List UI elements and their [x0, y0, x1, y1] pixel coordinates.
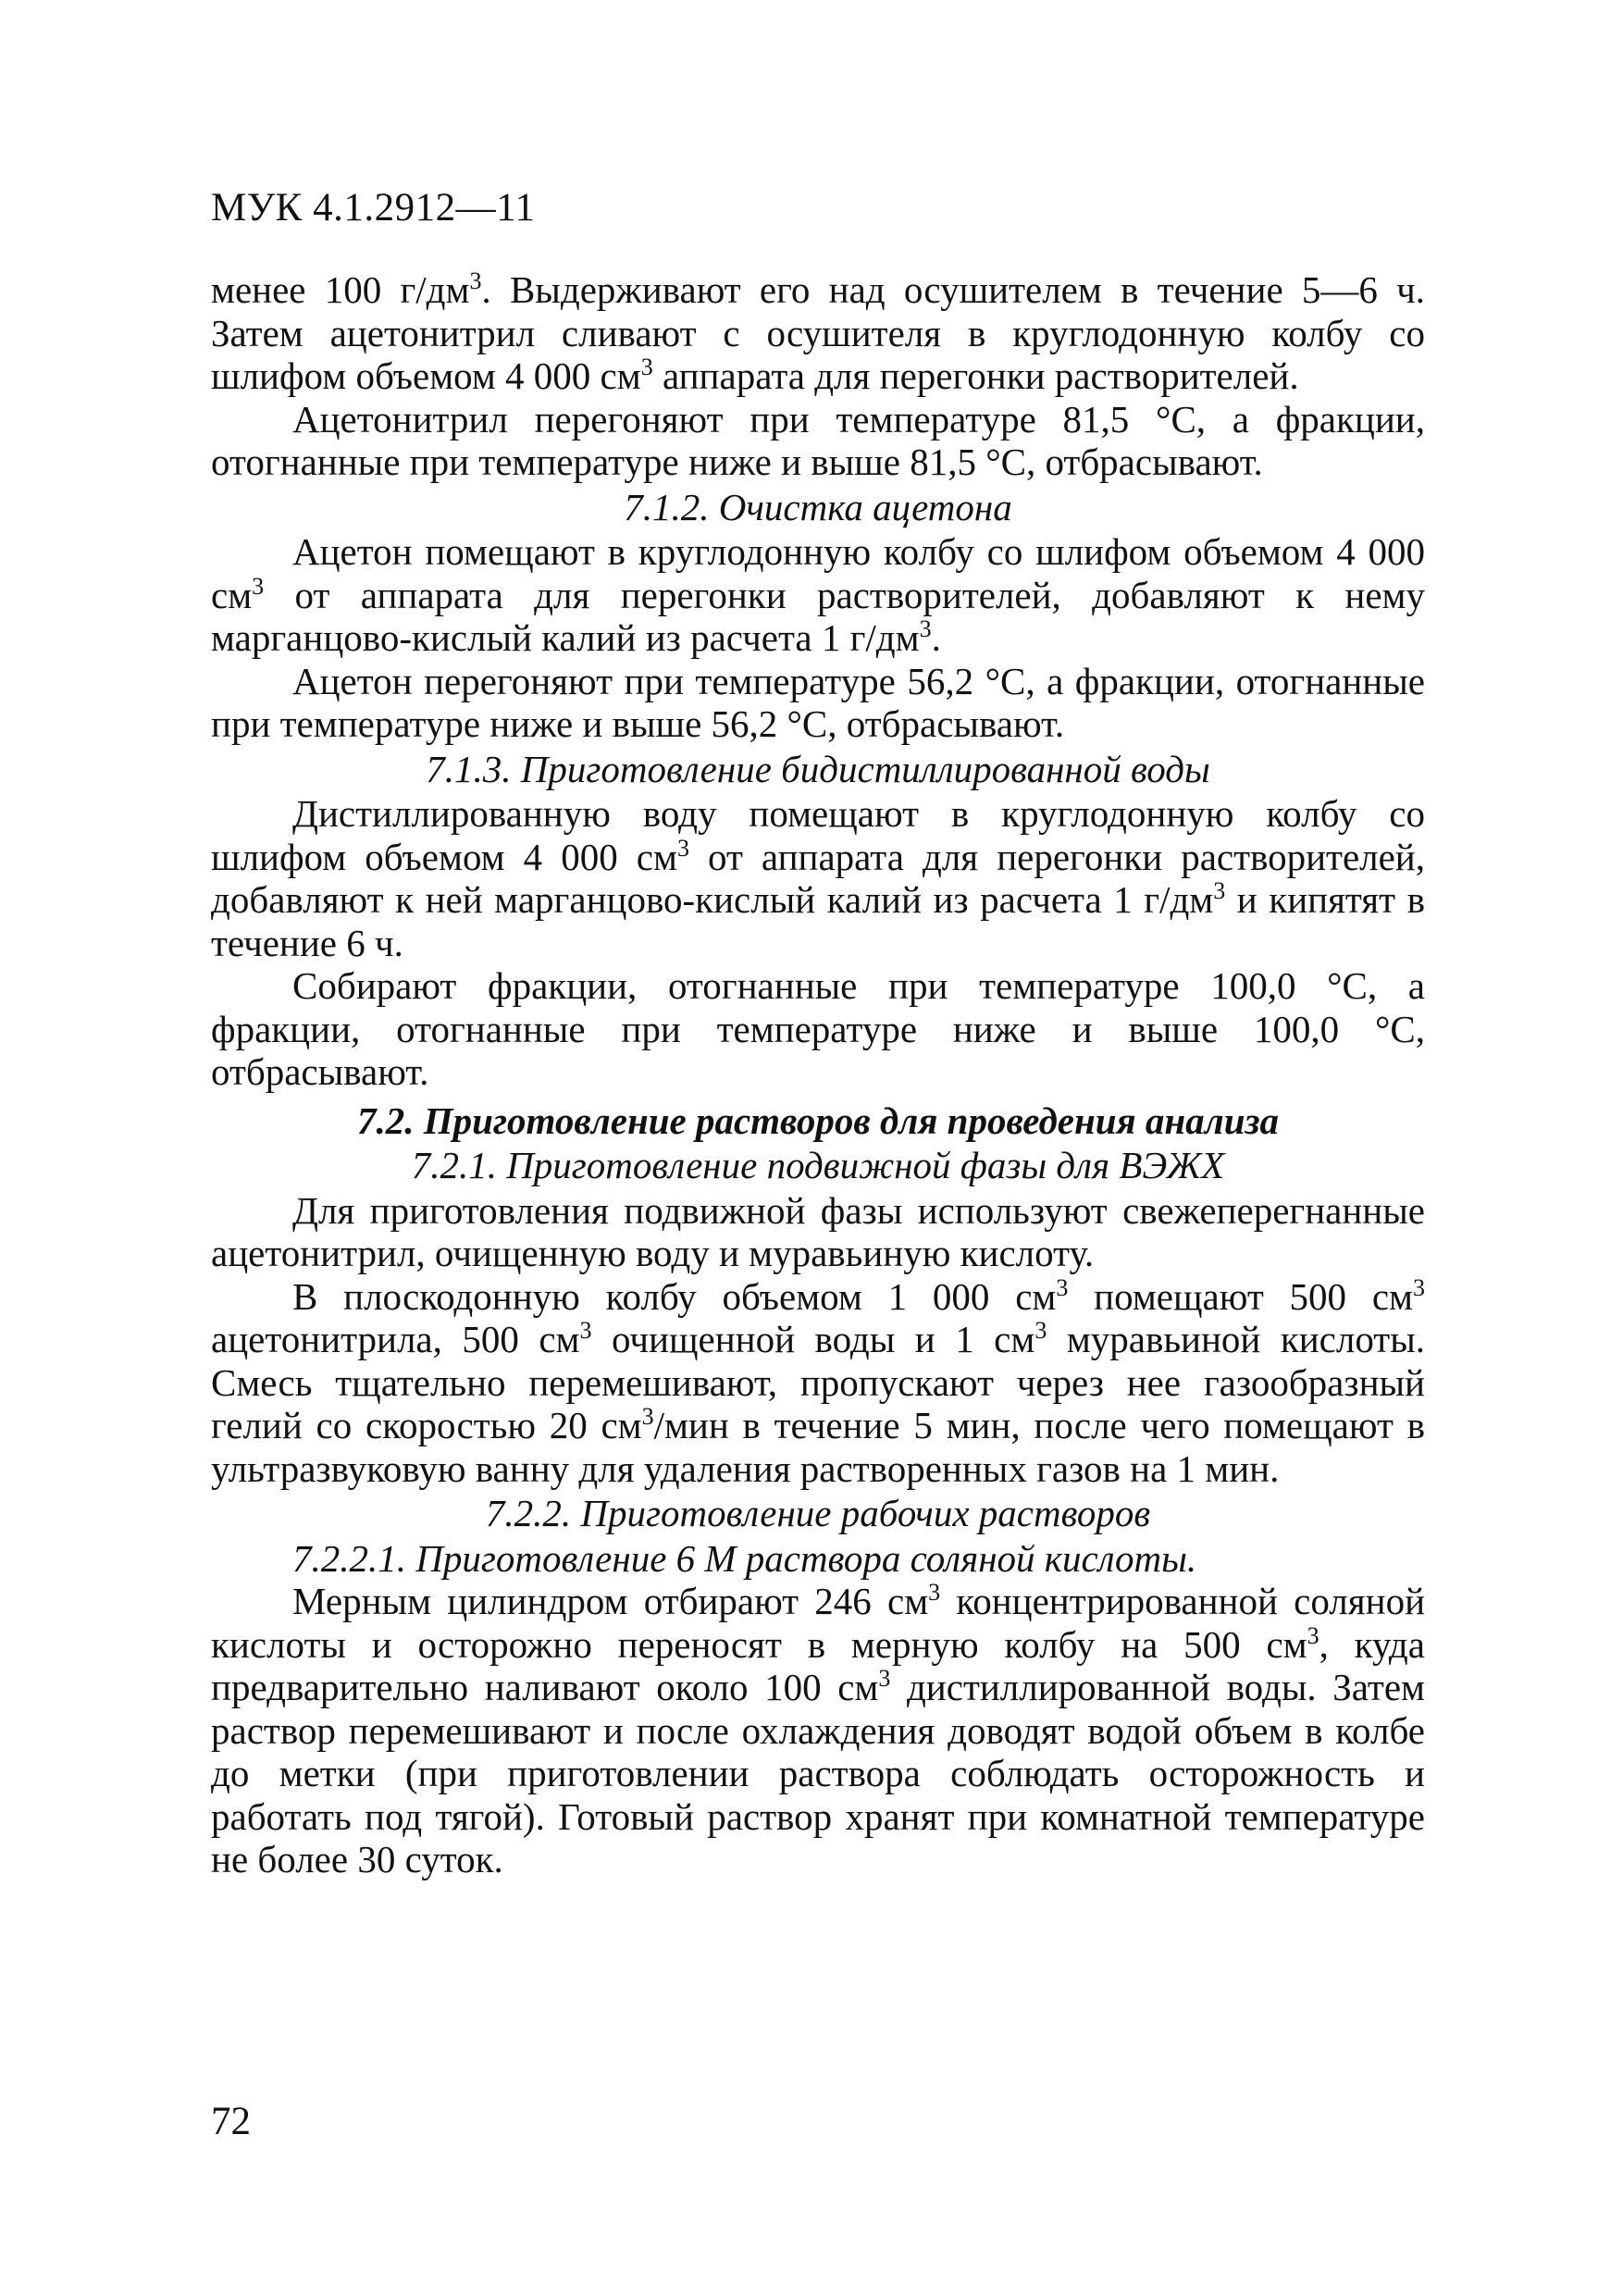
text-run: .	[931, 616, 941, 659]
paragraph	[211, 1275, 1425, 1491]
paragraph	[211, 1580, 1425, 1881]
text-run: /мин в течение 5 мин, после чего помещают в ультразвуковую ванну для удаления растворенных газов на 1 мин.	[211, 1404, 1425, 1490]
superscript: 3	[676, 834, 689, 862]
superscript: 3	[1035, 1317, 1047, 1344]
text-run: и кипятят в течение 6 ч.	[211, 878, 1425, 964]
section-heading-bold: 7.2. Приготовление растворов для проведения анализа	[356, 1098, 1280, 1142]
text-run: менее 100 г/дм	[211, 268, 470, 311]
text-run: от аппарата для перегонки растворителей, добавляют к ней марганцово-кислый калий из расчета 1 г/дм	[211, 835, 1426, 921]
paragraph: Собирают фракции, отогнанные при температуре 100,0 °С, а фракции, отогнанные при температуре ниже и выше 100,0 °С, отбрасывают.	[211, 964, 1425, 1093]
text-run: помещают 500 см	[1068, 1274, 1413, 1318]
section-heading: 7.1.2. Очистка ацетона	[624, 485, 1012, 528]
paragraph	[211, 792, 1425, 964]
text-run: Дистиллированную воду помещают в круглодонную колбу со шлифом объемом 4 000 см	[211, 792, 1425, 878]
text-run: Мерным цилиндром отбирают 246 см	[292, 1580, 929, 1622]
superscript: 3	[878, 1665, 891, 1692]
text-run: дистиллированной воды. Затем раствор перемешивают и после охлаждения доводят водой объем в колбе до метки (при приготовлении раствора соблюдать осторожность и работать под тягой). Готовый раствор хранят при комнатной температуре не более 30 суток.	[211, 1666, 1425, 1880]
superscript: 3	[579, 1317, 592, 1344]
superscript: 3	[1307, 1621, 1319, 1649]
subsection-heading: 7.2.2.1. Приготовление 6 М раствора соляной кислоты.	[292, 1536, 1197, 1580]
page-body	[211, 268, 1425, 1881]
paragraph	[211, 268, 1425, 398]
superscript: 3	[1213, 877, 1226, 904]
text-run: Ацетон помещают в круглодонную колбу со шлифом объемом 4 000 см	[211, 530, 1425, 616]
document-header: МУК 4.1.2912—11	[211, 186, 536, 230]
paragraph: Ацетон перегоняют при температуре 56,2 °С, а фракции, отогнанные при температуре ниже и выше 56,2 °С, отбрасывают.	[211, 659, 1425, 745]
text-run: В плоскодонную колбу объемом 1 000 см	[292, 1274, 1057, 1318]
superscript: 3	[1413, 1273, 1425, 1301]
text-run: очищенной воды и 1 см	[591, 1318, 1035, 1360]
paragraph	[211, 530, 1425, 660]
superscript: 3	[928, 1579, 941, 1606]
paragraph: Ацетонитрил перегоняют при температуре 81,5 °С, а фракции, отогнанные при температуре ниже и выше 81,5 °С, отбрасывают.	[211, 397, 1425, 483]
section-heading: 7.1.3. Приготовление бидистиллированной воды	[426, 747, 1210, 790]
paragraph: Для приготовления подвижной фазы используют свежеперегнанные ацетонитрил, очищенную воду и муравьиную кислоту.	[211, 1188, 1425, 1274]
superscript: 3	[641, 1403, 654, 1430]
text-run: аппарата для перегонки растворителей.	[652, 354, 1299, 397]
superscript: 3	[469, 267, 482, 294]
superscript: 3	[252, 572, 265, 600]
text-run: муравьиной кислоты. Смесь тщательно перемешивают, пропускают через нее газообразный гелий со скоростью 20 см	[211, 1318, 1426, 1446]
superscript: 3	[1056, 1273, 1069, 1301]
text-run: концентрированной соляной кислоты и осторожно переносят в мерную колбу на 500 см	[211, 1580, 1426, 1666]
superscript: 3	[640, 354, 653, 380]
text-run: . Выдерживают его над осушителем в течение 5—6 ч. Затем ацетонитрил сливают с осушителя в круглодонную колбу со шлифом объемом 4 000 см	[211, 268, 1425, 397]
section-heading: 7.2.1. Приготовление подвижной фазы для ВЭЖХ	[411, 1144, 1225, 1186]
page-number: 72	[211, 2100, 251, 2143]
superscript: 3	[919, 615, 932, 642]
text-run: ацетонитрила, 500 см	[211, 1318, 580, 1360]
text-run: от аппарата для перегонки растворителей, добавляют к нему марганцово-кислый калий из расчета 1 г/дм	[211, 573, 1425, 659]
section-heading: 7.2.2. Приготовление рабочих растворов	[485, 1492, 1151, 1534]
text-run: , куда предварительно наливают около 100 см	[211, 1622, 1425, 1708]
